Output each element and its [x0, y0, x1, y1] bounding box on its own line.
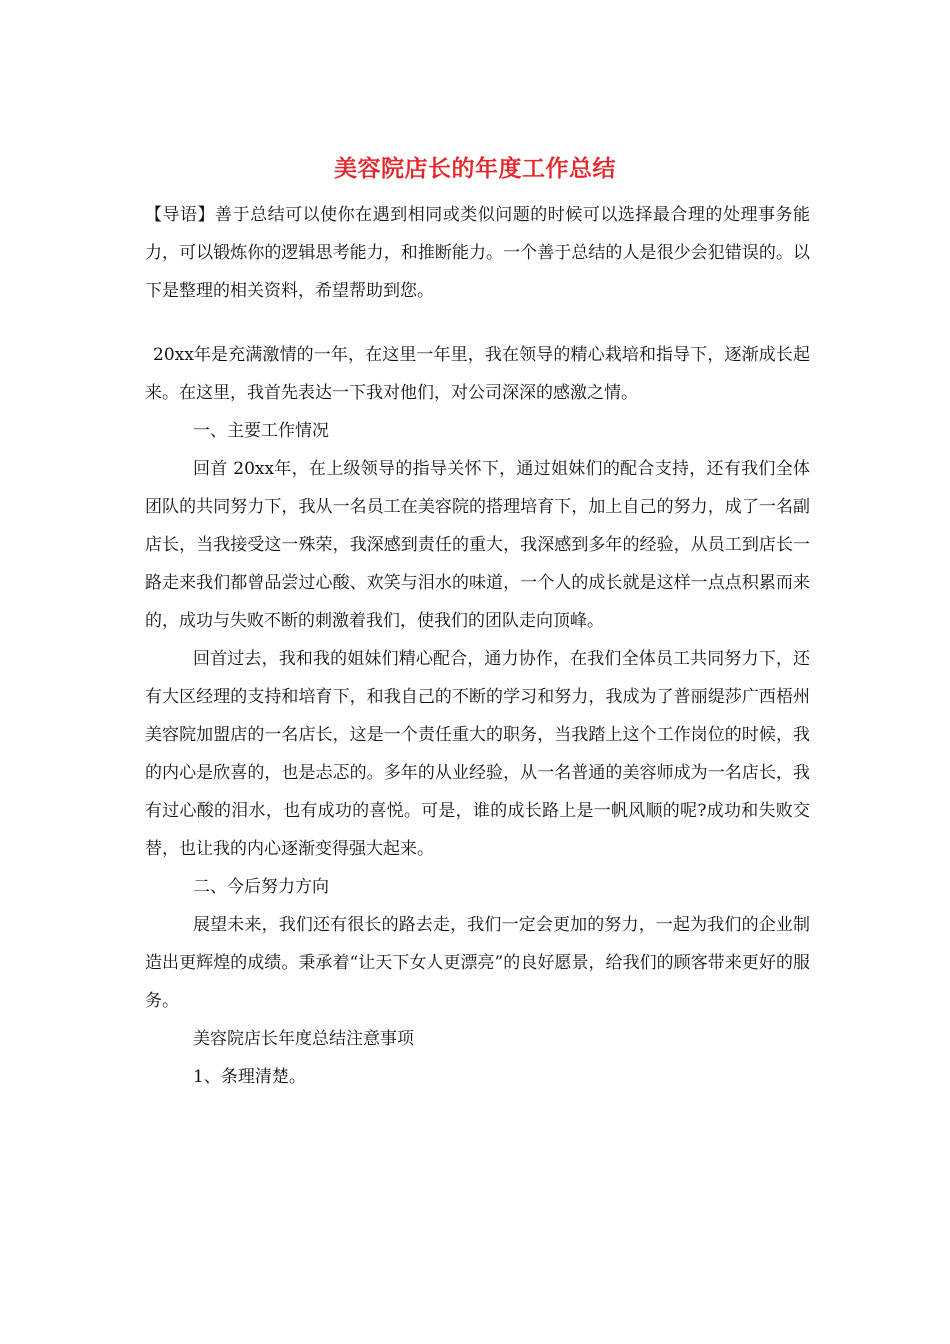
intro-block [145, 196, 810, 310]
notes-item-1: 1、条理清楚。 [193, 1067, 306, 1087]
section1-paragraph-2: 回首过去，我和我的姐妹们精心配合，通力协作，在我们全体员工共同努力下，还有大区经理的支持和培育下，和我自己的不断的学习和努力，我成为了普丽缇莎广西梧州美容院加盟店的一名店长，这是一个责任重大的职务，当我踏上这个工作岗位的时候，我的内心是欣喜的，也是忐忑的。多年的从业经验，从一名普通的美容师成为一名店长，我有过心酸的泪水，也有成功的喜悦。可是，谁的成长路上是一帆风顺的呢?成功和失败交替，也让我的内心逐渐变得强大起来。 [145, 649, 810, 859]
document-title: 美容院店长的年度工作总结 [334, 155, 616, 182]
section2-heading: 二、今后努力方向 [193, 877, 329, 897]
notes-heading: 美容院店长年度总结注意事项 [193, 1029, 414, 1049]
section2-paragraph-1: 展望未来，我们还有很长的路去走，我们一定会更加的努力，一起为我们的企业制造出更辉煌的成绩。秉承着“让天下女人更漂亮”的良好愿景，给我们的顾客带来更好的服务。 [145, 915, 810, 1011]
section1-heading: 一、主要工作情况 [193, 421, 329, 441]
intro-paragraph: 【导语】善于总结可以使你在遇到相同或类似问题的时候可以选择最合理的处理事务能力，可以锻炼你的逻辑思考能力，和推断能力。一个善于总结的人是很少会犯错误的。以下是整理的相关资料，希望帮助到您。 [145, 205, 810, 301]
section1-paragraph-1: 回首 20xx年，在上级领导的指导关怀下，通过姐妹们的配合支持，还有我们全体团队的共同努力下，我从一名员工在美容院的搭理培育下，加上自己的努力，成了一名副店长，当我接受这一殊荣，我深感到责任的重大，我深感到多年的经验，从员工到店长一路走来我们都曾品尝过心酸、欢笑与泪水的味道，一个人的成长就是这样一点点积累而来的，成功与失败不断的刺激着我们，使我们的团队走向顶峰。 [145, 459, 810, 631]
opening-paragraph: 20xx年是充满激情的一年，在这里一年里，我在领导的精心栽培和指导下，逐渐成长起来。在这里，我首先表达一下我对他们，对公司深深的感激之情。 [145, 345, 810, 403]
body-block [145, 336, 810, 1096]
